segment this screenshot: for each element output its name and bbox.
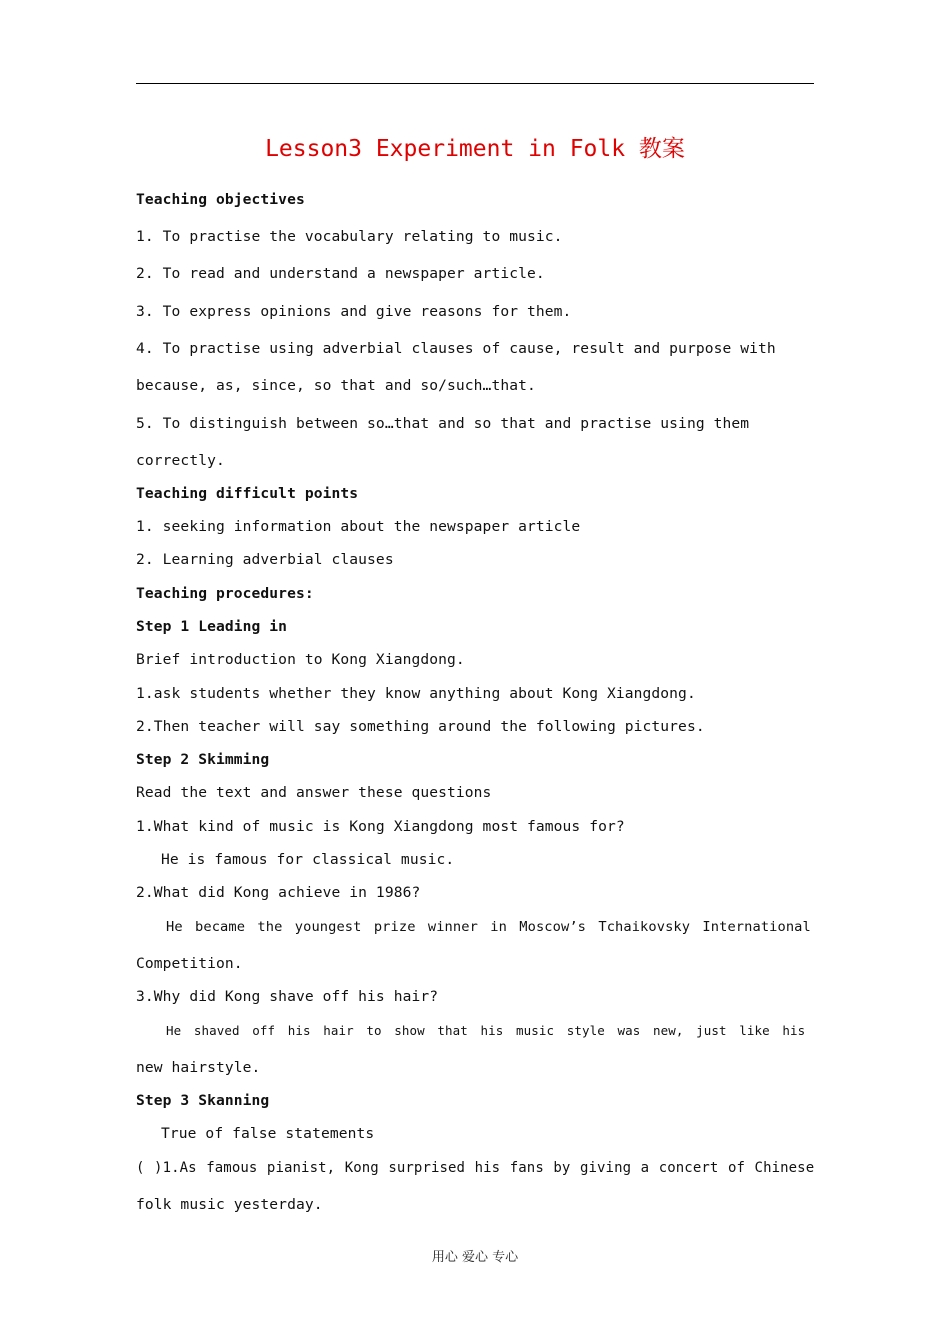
step2-question-2: 2.What did Kong achieve in 1986?: [136, 884, 421, 901]
procedures-heading: Teaching procedures:: [136, 585, 314, 602]
objective-4-cont: because, as, since, so that and so/such…that.: [136, 377, 536, 394]
step2-heading: Step 2 Skimming: [136, 751, 270, 768]
objective-1: 1. To practise the vocabulary relating to music.: [136, 228, 563, 245]
step1-line-3: 2.Then teacher will say something around the following pictures.: [136, 718, 705, 735]
step2-answer-2-cont: Competition.: [136, 955, 243, 972]
step2-answer-3: He shaved off his hair to show that his music style was new, just like his: [166, 1023, 806, 1038]
step3-intro: True of false statements: [161, 1125, 375, 1142]
objective-5: 5. To distinguish between so…that and so that and practise using them: [136, 415, 750, 432]
objective-4: 4. To practise using adverbial clauses of cause, result and purpose with: [136, 340, 776, 357]
step1-heading: Step 1 Leading in: [136, 618, 288, 635]
step2-answer-1: He is famous for classical music.: [161, 851, 455, 868]
document-title: Lesson3 Experiment in Folk 教案: [265, 136, 685, 162]
step2-question-1: 1.What kind of music is Kong Xiangdong most famous for?: [136, 818, 625, 835]
difficult-point-1: 1. seeking information about the newspaper article: [136, 518, 581, 535]
step2-answer-2-text: He became the youngest prize winner in Moscow’s Tchaikovsky International: [166, 919, 811, 935]
page-footer: 用心 爱心 专心: [431, 1250, 519, 1265]
objective-2: 2. To read and understand a newspaper article.: [136, 265, 545, 282]
step3-heading: Step 3 Skanning: [136, 1092, 270, 1109]
objectives-heading: Teaching objectives: [136, 191, 305, 208]
step1-line-1: Brief introduction to Kong Xiangdong.: [136, 651, 465, 668]
step3-statement-1-cont: folk music yesterday.: [136, 1196, 323, 1213]
step3-statement-1: ( )1.As famous pianist, Kong surprised his fans by giving a concert of Chinese: [136, 1160, 815, 1176]
step2-intro: Read the text and answer these questions: [136, 784, 492, 801]
step2-question-3: 3.Why did Kong shave off his hair?: [136, 988, 439, 1005]
objective-3: 3. To express opinions and give reasons for them.: [136, 303, 572, 320]
step2-answer-2: [166, 917, 814, 937]
difficult-heading: Teaching difficult points: [136, 485, 359, 502]
step1-line-2: 1.ask students whether they know anything about Kong Xiangdong.: [136, 685, 696, 702]
header-rule: [136, 83, 814, 84]
difficult-point-2: 2. Learning adverbial clauses: [136, 551, 394, 568]
objective-5-cont: correctly.: [136, 452, 225, 469]
step2-answer-3-cont: new hairstyle.: [136, 1059, 261, 1076]
